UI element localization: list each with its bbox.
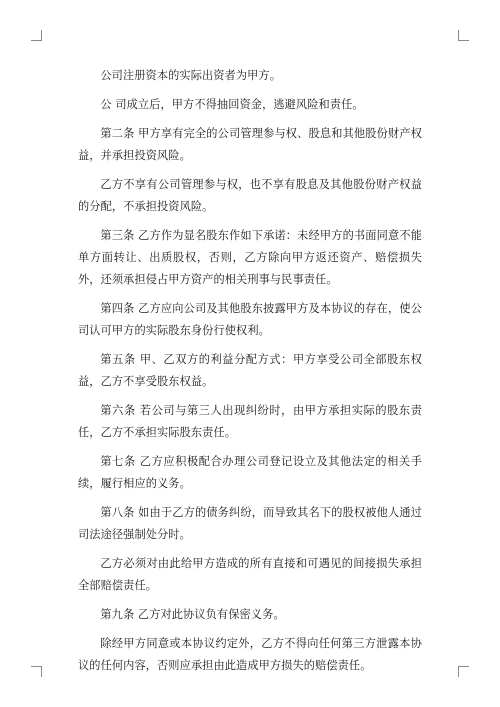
paragraph: 第八条 如由于乙方的债务纠纷，而导致其名下的股权被他人通过司法途径强制处分时。 [78, 506, 422, 541]
paragraph: 第二条 甲方享有完全的公司管理参与权、股息和其他股份财产权益，并承担投资风险。 [78, 127, 422, 162]
paragraph: 第九条 乙方对此协议负有保密义务。 [100, 608, 285, 621]
document-body [78, 65, 422, 684]
crop-mark-bottom-right [458, 666, 469, 677]
paragraph: 除经甲方同意或本协议约定外，乙方不得向任何第三方泄露本协议的任何内容，否则应承担由此造成甲方损失的赔偿责任。 [78, 637, 422, 672]
paragraph: 第七条 乙方应积极配合办理公司登记设立及其他法定的相关手续，履行相应的义务。 [78, 455, 422, 490]
paragraph: 公司注册资本的实际出资者为甲方。 [100, 69, 281, 82]
crop-mark-bottom-left [31, 666, 42, 677]
paragraph: 乙方不享有公司管理参与权，也不享有股息及其他股份财产权益的分配，不承担投资风险。 [78, 178, 422, 213]
crop-mark-top-right [458, 30, 469, 41]
crop-mark-top-left [31, 30, 42, 41]
paragraph: 公 司成立后，甲方不得抽回资金，逃避风险和责任。 [100, 98, 364, 111]
paragraph: 第五条 甲、乙双方的利益分配方式：甲方享受公司全部股东权益，乙方不享受股东权益。 [78, 353, 422, 388]
paragraph: 第六条 若公司与第三人出现纠纷时，由甲方承担实际的股东责任，乙方不承担实际股东责任。 [78, 404, 422, 439]
paragraph: 第三条 乙方作为显名股东作如下承诺：未经甲方的书面同意不能单方面转让、出质股权，否则，乙方除向甲方返还资产、赔偿损失外，还须承担侵占甲方资产的相关刑事与民事责任。 [78, 229, 422, 286]
paragraph: 第四条 乙方应向公司及其他股东披露甲方及本协议的存在，使公司认可甲方的实际股东身份行使权利。 [78, 302, 422, 337]
paragraph: 乙方必须对由此给甲方造成的所有直接和可遇见的间接损失承担 全部赔偿责任。 [78, 557, 422, 592]
